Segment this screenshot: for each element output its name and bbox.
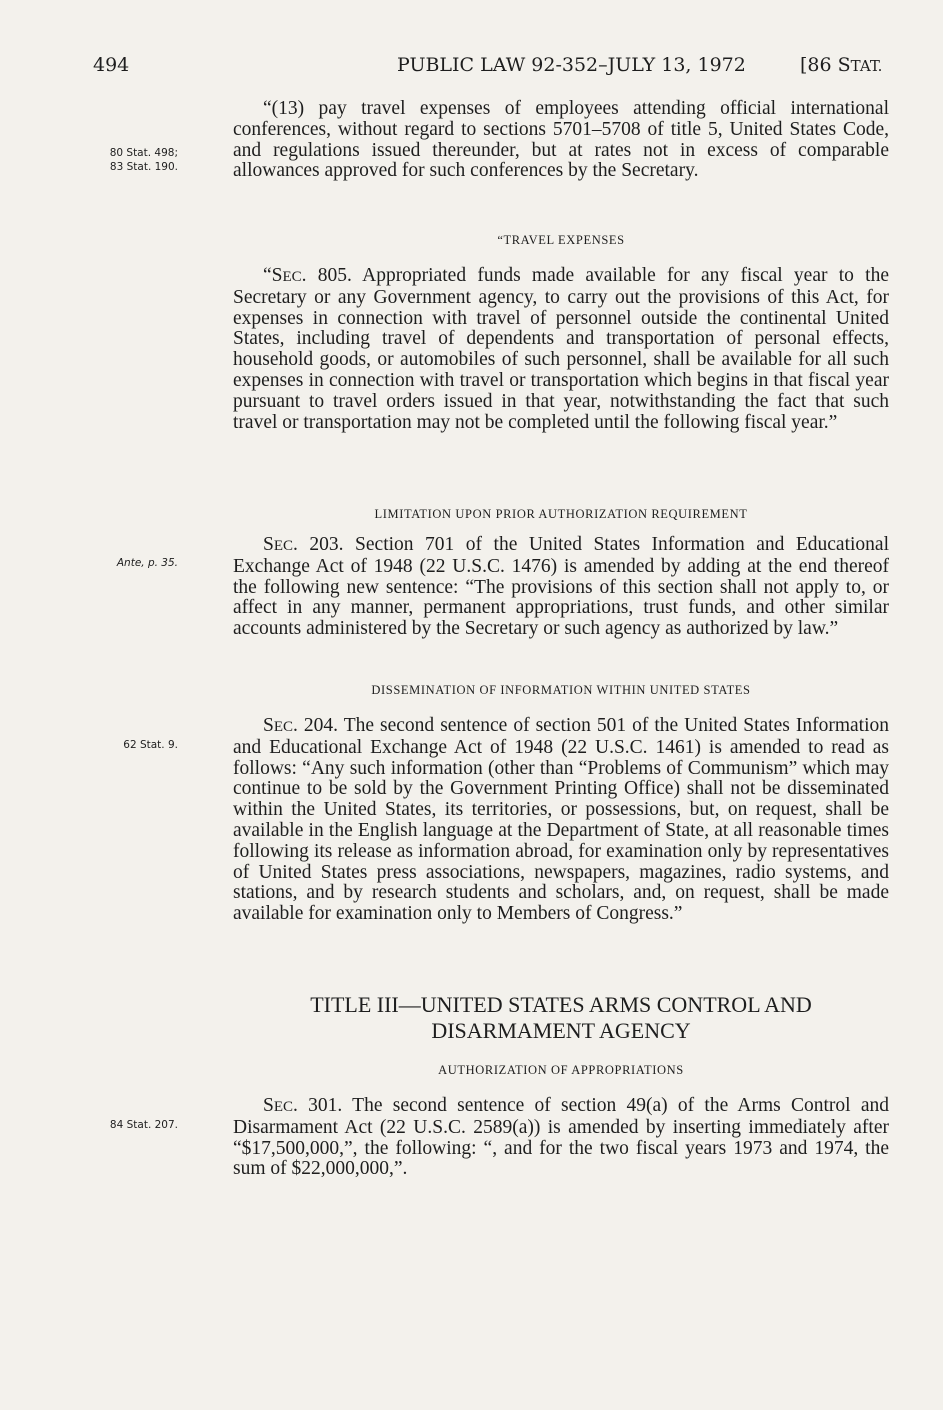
margin-note-line: 83 Stat. 190. [109, 161, 178, 173]
section-203-sc: EC [273, 538, 294, 554]
margin-note-stat-citations [58, 146, 178, 174]
section-204-body: . 204. The second sentence of section 501 of the United States Information and Educational Exchange Act of 1948 (22 U.S.C. 1461) is amended to read as follows: “Any such information (other than “Problems of Communism” which may continue to be sold by the Government Printing Office) shall not be disseminated within the United States, its territories, or possessions, but, on request, shall be available in the English language at the Department of State, at all reasonable times following its release as information abroad, for examination only by representatives of United States press associations, newspapers, magazines, radio systems, and stations, and by research students and scholars, and, on request, shall be made available for examination only to Members of Congress.” [233, 715, 889, 925]
section-805-lead: “S [263, 265, 283, 286]
heading-authorization: AUTHORIZATION OF APPROPRIATIONS [438, 1063, 684, 1077]
section-805 [233, 266, 889, 433]
margin-note-84-stat: 84 Stat. 207. [109, 1119, 178, 1131]
section-805-body: . 805. Appropriated funds made available for any fiscal year to the Secretary or any Government agency, to carry out the provisions of this Act, for expenses in connection with travel of personnel outside the continental United States, including travel of dependents and transportation of personal effects, household goods, or automobiles of such personnel, shall be available for all such expenses in connection with travel or transportation which begins in that fiscal year pursuant to travel orders issued in that year, notwithstanding the fact that such travel or transportation may not be completed until the following fiscal year.” [233, 265, 889, 433]
section-203-body: . 203. Section 701 of the United States Information and Educational Exchange Act of 1948 (22 U.S.C. 1476) is amended by adding at the end thereof the following new sentence: “The provisions of this section shall not apply to, or affect in any manner, permanent appropriations, trust funds, and other similar accounts administered by the Secretary or such agency as authorized by law.” [233, 534, 889, 640]
section-203-lead: S [263, 534, 274, 555]
stat-volume [800, 54, 882, 76]
section-203 [233, 535, 889, 640]
section-301-sc: EC [273, 1099, 294, 1115]
section-204 [233, 716, 889, 925]
stat-volume-suffix: TAT. [850, 57, 883, 75]
page-header [0, 54, 943, 80]
margin-note-62-stat: 62 Stat. 9. [123, 739, 178, 751]
stat-volume-prefix: [86 S [800, 54, 851, 76]
running-title: PUBLIC LAW 92-352–JULY 13, 1972 [397, 54, 746, 76]
margin-note-line: 80 Stat. 498; [109, 147, 178, 159]
title-iii-line-1: TITLE III—UNITED STATES ARMS CONTROL AND [310, 992, 812, 1017]
title-iii-heading [233, 992, 889, 1044]
title-iii-line-2: DISARMAMENT AGENCY [431, 1018, 691, 1043]
section-301-lead: S [263, 1095, 274, 1116]
section-204-sc: EC [273, 719, 294, 735]
section-204-lead: S [263, 715, 274, 736]
heading-travel-expenses: “TRAVEL EXPENSES [497, 233, 625, 247]
heading-dissemination: DISSEMINATION OF INFORMATION WITHIN UNITED STATES [371, 683, 751, 697]
section-301-body: . 301. The second sentence of section 49(a) of the Arms Control and Disarmament Act (22 U.S.C. 2589(a)) is amended by inserting immediately after “$17,500,000,”, the following: “, and for the two fiscal years 1973 and 1974, the sum of $22,000,000,”. [233, 1095, 889, 1180]
page-number: 494 [93, 54, 130, 76]
section-805-sc: EC [282, 269, 302, 285]
heading-limitation: LIMITATION UPON PRIOR AUTHORIZATION REQUIREMENT [374, 507, 748, 521]
section-301 [233, 1096, 889, 1180]
paragraph-13: “(13) pay travel expenses of employees attending official international conferences, without regard to sections 5701–5708 of title 5, United States Code, and regulations issued thereunder, but at rates not in excess of comparable allowances approved for such conferences by the Secretary. [233, 98, 889, 182]
margin-note-ante: Ante, p. 35. [116, 557, 178, 569]
